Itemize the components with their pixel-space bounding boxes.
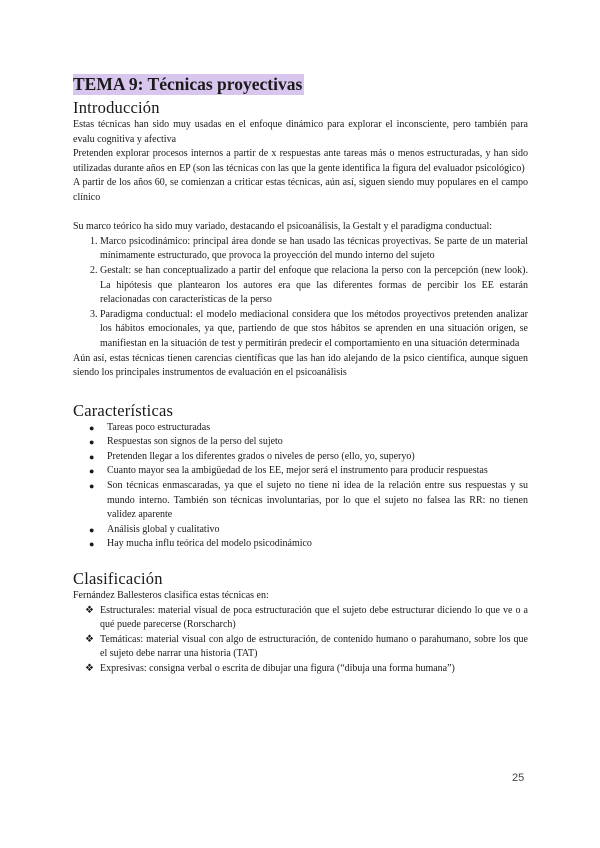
list-item bbox=[73, 435, 528, 450]
classification-intro: Fernández Ballesteros clasifica estas técnicas en: bbox=[73, 590, 269, 602]
diamond-bullet-icon: ❖ bbox=[85, 663, 94, 674]
framework-list bbox=[73, 235, 528, 352]
list-text: Pretenden llegar a los diferentes grados o niveles de perso (ello, yo, superyo) bbox=[107, 450, 415, 462]
list-text: Tareas poco estructuradas bbox=[107, 421, 211, 433]
bullet-icon: ● bbox=[89, 466, 95, 477]
list-text: Expresivas: consigna verbal o escrita de dibujar una figura (“dibuja una forma humana”) bbox=[100, 663, 455, 674]
intro-paragraph: A partir de los años 60, se comienzan a criticar estas técnicas, aún así, siguen siendo muy populares en el campo clínico bbox=[73, 177, 528, 203]
heading-caracteristicas: Características bbox=[73, 400, 174, 420]
page-number: 25 bbox=[512, 772, 525, 784]
diamond-bullet-icon: ❖ bbox=[85, 604, 94, 616]
intro-closing: Aún así, estas técnicas tienen carencias científicas que las han ido alejando de la psico científica, aunque siguen siendo los principales instrumentos de evaluación en el psicoanálisis bbox=[73, 352, 528, 379]
bullet-icon: ● bbox=[89, 451, 95, 462]
list-item bbox=[73, 235, 528, 264]
list-item bbox=[73, 450, 528, 465]
list-text: Análisis global y cualitativo bbox=[107, 523, 220, 535]
heading-clasificacion: Clasificación bbox=[73, 569, 163, 589]
page-title: TEMA 9: Técnicas proyectivas bbox=[73, 74, 303, 94]
bullet-icon: ● bbox=[89, 422, 95, 433]
list-text: Gestalt: se han conceptualizado a partir del enfoque que relaciona la perso con la percepción (new look). La hipótesis que plantearon los autores era que las diferentes formas de percibir los EE estarán relacionadas con características de la perso bbox=[100, 264, 528, 306]
list-text: Respuestas son signos de la perso del sujeto bbox=[107, 436, 283, 448]
list-number: 3. bbox=[90, 308, 98, 320]
list-text: Son técnicas enmascaradas, ya que el sujeto no tiene ni idea de la relación entre sus respuestas y su mundo interno. También son técnicas involuntarias, por lo que el sujeto no falsea las RR: no tienen validez aparente bbox=[107, 480, 528, 521]
list-item bbox=[73, 264, 528, 308]
list-item bbox=[73, 308, 528, 352]
list-number: 2. bbox=[90, 264, 98, 276]
list-item bbox=[73, 633, 528, 662]
list-item bbox=[73, 479, 528, 523]
intro-paragraph: Pretenden explorar procesos internos a partir de x respuestas ante tareas más o menos estructuradas, y han sido utilizadas durante años en EP (son las técnicas con las que la gente identifica la figura del evaluador psicológico) bbox=[73, 148, 528, 174]
list-text: Temáticas: material visual con algo de estructuración, de contenido humano o parahumano, sobre los que el sujeto debe narrar una historia (TAT) bbox=[100, 633, 528, 660]
list-item bbox=[73, 604, 528, 633]
list-text: Marco psicodinámico: principal área donde se han usado las técnicas proyectivas. Se parte de un material mínimamente estructurado, que provoca la proyección del mundo interno del sujeto bbox=[100, 235, 528, 262]
classification-list bbox=[73, 604, 528, 677]
bullet-icon: ● bbox=[89, 481, 95, 492]
diamond-bullet-icon: ❖ bbox=[85, 633, 94, 645]
list-text: Paradigma conductual: el modelo mediacional considera que los métodos proyectivos pretenden analizar los hábitos emocionales, ya que, partiendo de que stos hábitos se aprenden en una situación origen, se manifiestan en la situación de test y permitirán predecir el comportamiento en una situación determinada bbox=[100, 308, 528, 349]
features-list bbox=[73, 421, 528, 552]
list-text: Hay mucha influ teórica del modelo psicodinámico bbox=[107, 538, 312, 550]
bullet-icon: ● bbox=[89, 539, 95, 550]
bullet-icon: ● bbox=[89, 524, 95, 535]
list-number: 1. bbox=[90, 235, 98, 247]
list-item bbox=[73, 523, 528, 538]
list-item bbox=[73, 537, 528, 552]
intro-paragraph: Estas técnicas han sido muy usadas en el enfoque dinámico para explorar el inconsciente, pero también para evalu cognitiva y afectiva bbox=[73, 119, 528, 145]
list-item bbox=[73, 421, 528, 436]
document-page bbox=[73, 74, 528, 677]
list-text: Estructurales: material visual de poca estructuración que el sujeto debe estructurar diciendo lo que ve o a qué puede parecerse (Rorscharch) bbox=[100, 604, 528, 631]
heading-introduccion: Introducción bbox=[73, 98, 160, 117]
list-item bbox=[73, 464, 528, 479]
list-item bbox=[73, 662, 528, 677]
list-text: Cuanto mayor sea la ambigüedad de los EE, mejor será el instrumento para producir respuestas bbox=[107, 465, 488, 477]
framework-intro: Su marco teórico ha sido muy variado, destacando el psicoanálisis, la Gestalt y el paradigma conductual: bbox=[73, 221, 493, 233]
bullet-icon: ● bbox=[89, 437, 95, 448]
